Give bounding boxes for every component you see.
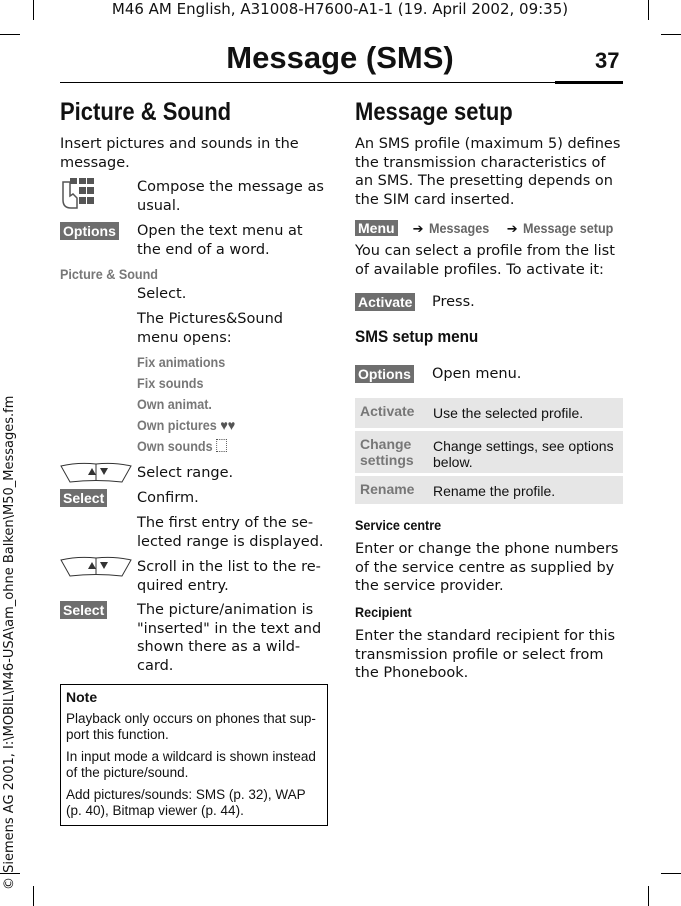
body-text: You can select a profile from the list of available profiles. To activate it: bbox=[355, 243, 615, 278]
menu-item bbox=[137, 417, 235, 433]
crop-mark bbox=[661, 873, 681, 874]
options-softkey[interactable]: Options bbox=[60, 222, 119, 240]
table-row bbox=[355, 431, 623, 473]
menu-item-label: Own pictures bbox=[137, 417, 217, 433]
table-row bbox=[355, 398, 623, 428]
crop-mark bbox=[33, 886, 34, 906]
options-softkey[interactable]: Options bbox=[355, 365, 414, 383]
nav-key-icon[interactable] bbox=[60, 462, 132, 488]
crop-mark bbox=[33, 0, 34, 20]
step-text: Compose the message as usual. bbox=[137, 179, 324, 214]
table-row bbox=[355, 476, 623, 504]
arrow-icon: ➔ bbox=[412, 222, 424, 237]
sub-heading: Recipient bbox=[355, 604, 412, 620]
side-footer: © Siemens AG 2001, I:\MOBIL\M46-USA\am_ohne Balken\M50_Messages.fm bbox=[2, 395, 17, 890]
step-text: The first entry of the se-lected range is displayed. bbox=[137, 515, 324, 550]
body-text: Enter the standard recipient for this transmission profile or select from the Phonebook. bbox=[355, 628, 616, 681]
option-desc: Use the selected profile. bbox=[433, 405, 584, 421]
option-desc: Rename the profile. bbox=[433, 483, 556, 499]
select-softkey[interactable]: Select bbox=[60, 489, 107, 507]
step-text: Open the text menu at the end of a word. bbox=[137, 223, 303, 258]
step-text: Select range. bbox=[137, 465, 234, 481]
step-text: Press. bbox=[432, 294, 475, 310]
menu-item-label: Own sounds bbox=[137, 438, 213, 454]
sound-icon bbox=[216, 439, 227, 452]
menu-path-item: Messages bbox=[428, 220, 489, 236]
crop-mark bbox=[0, 34, 20, 35]
intro-text: An SMS profile (maximum 5) defines the transmission characteristics of an SMS. The presetting depends on the SIM card inserted. bbox=[355, 136, 621, 208]
option-desc: Change settings, see options below. bbox=[433, 438, 614, 470]
section-heading: Message setup bbox=[355, 98, 513, 126]
menu-softkey[interactable]: Menu bbox=[355, 220, 398, 236]
body-text: Enter or change the phone numbers of the service centre as supplied by the service provider. bbox=[355, 541, 619, 594]
note-box bbox=[60, 684, 328, 826]
menu-path-item: Message setup bbox=[522, 220, 614, 236]
activate-softkey[interactable]: Activate bbox=[355, 293, 415, 311]
note-text: Add pictures/sounds: SMS (p. 32), WAP (p. 40), Bitmap viewer (p. 44). bbox=[66, 787, 306, 818]
menu-item bbox=[137, 438, 227, 454]
hearts-icon: ♥♥ bbox=[220, 417, 236, 433]
option-name: Activate bbox=[360, 403, 415, 419]
page-number: 37 bbox=[595, 48, 620, 73]
crop-mark bbox=[648, 0, 649, 20]
title-rule bbox=[60, 82, 623, 83]
note-title: Note bbox=[66, 689, 98, 705]
nav-key-icon[interactable] bbox=[60, 556, 132, 582]
page-title: Message (SMS) bbox=[226, 40, 454, 75]
crop-mark bbox=[648, 886, 649, 906]
step-text: The Pictures&Sound menu opens: bbox=[137, 311, 283, 346]
menu-path: Picture & Sound bbox=[60, 266, 159, 282]
running-header: M46 AM English, A31008-H7600-A1-1 (19. April 2002, 09:35) bbox=[111, 0, 569, 18]
section-heading: Picture & Sound bbox=[60, 98, 232, 126]
sub-heading: SMS setup menu bbox=[355, 327, 479, 346]
note-text: Playback only occurs on phones that sup-port this function. bbox=[66, 711, 316, 742]
crop-mark bbox=[661, 34, 681, 35]
option-name: Change settings bbox=[360, 436, 414, 468]
page-number-rule bbox=[555, 81, 623, 84]
menu-item: Fix sounds bbox=[137, 375, 204, 391]
step-text: Confirm. bbox=[137, 490, 199, 506]
option-name: Rename bbox=[360, 481, 415, 497]
sub-heading: Service centre bbox=[355, 517, 442, 533]
intro-text: Insert pictures and sounds in the message. bbox=[60, 136, 299, 171]
keypad-hand-icon bbox=[60, 178, 94, 214]
step-text: Open menu. bbox=[432, 366, 522, 382]
step-text: Scroll in the list to the re-quired entry. bbox=[137, 559, 321, 594]
step-text: Select. bbox=[137, 286, 187, 302]
menu-item: Fix animations bbox=[137, 354, 226, 370]
note-text: In input mode a wildcard is shown instead of the picture/sound. bbox=[66, 749, 316, 780]
menu-item: Own animat. bbox=[137, 396, 212, 412]
arrow-icon: ➔ bbox=[506, 222, 518, 237]
step-text: The picture/animation is "inserted" in the text and shown there as a wild-card. bbox=[137, 602, 322, 674]
menu-path bbox=[355, 218, 623, 237]
select-softkey[interactable]: Select bbox=[60, 601, 107, 619]
